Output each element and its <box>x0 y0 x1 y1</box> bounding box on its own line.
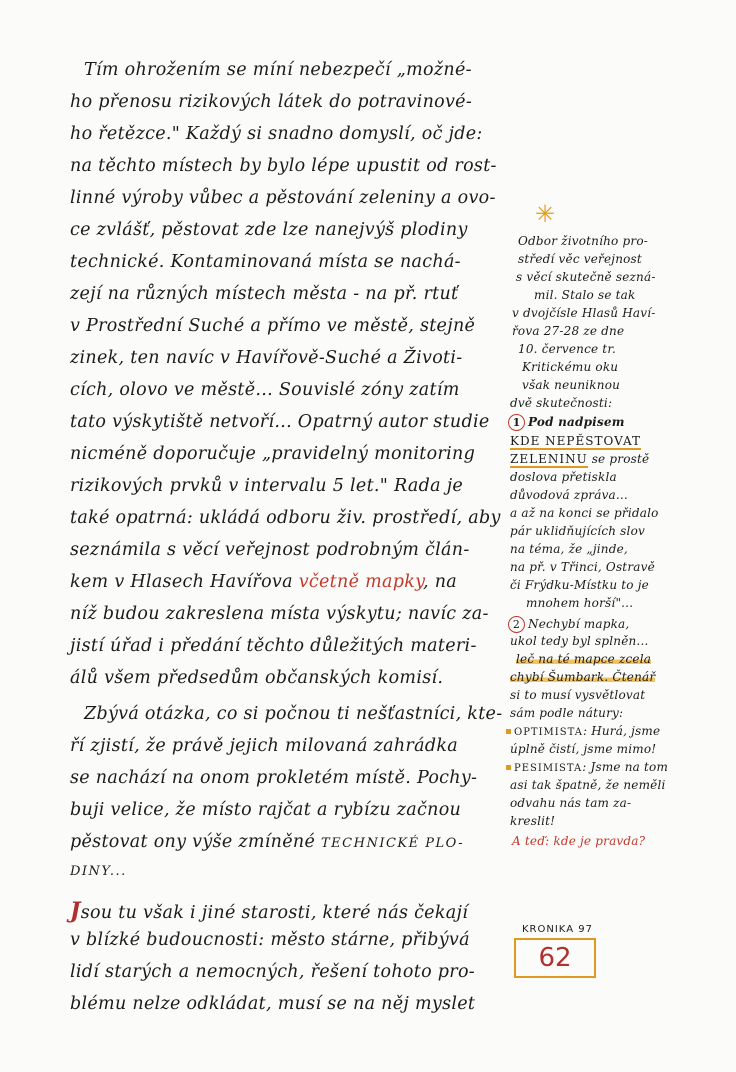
side-line: mnohem horší"... <box>526 596 634 610</box>
main-line: v blízké budoucnosti: město stárne, přibývá <box>70 930 470 950</box>
side-line: kreslit! <box>510 814 556 828</box>
side-line <box>508 616 629 633</box>
side-line-question: A teď: kde je pravda? <box>512 834 646 848</box>
highlight-sumbark-missing: chybí Šumbark. Čtenář <box>510 670 656 684</box>
main-line: nicméně doporučuje „pravidelný monitoring <box>70 444 476 464</box>
side-line: řova 27-28 ze dne <box>512 324 625 338</box>
side-line-part: se prostě <box>591 452 650 466</box>
main-line-part: pěstovat ony výše zmíněné <box>70 832 316 852</box>
side-line: či Frýdku-Místku to je <box>510 578 649 592</box>
side-line: doslova přetiskla <box>510 470 617 484</box>
side-line: mil. Stalo se tak <box>534 288 636 302</box>
side-line: pár uklidňujících slov <box>510 524 645 538</box>
side-line-part: Pod nadpisem <box>528 415 625 429</box>
main-line: cích, olovo ve městě... Souvislé zóny zatím <box>70 380 460 400</box>
technical-crops-caps: TECHNICKÉ PLO- <box>321 836 465 851</box>
main-line <box>70 572 457 592</box>
main-line: zejí na různých místech města - na př. rtuť <box>70 284 459 304</box>
optimist-label: OPTIMISTA <box>514 727 583 738</box>
side-line: úplně čistí, jsme mimo! <box>510 742 657 756</box>
orange-bullet-icon <box>506 765 511 770</box>
side-line-part: : Jsme na tom <box>582 760 669 774</box>
main-line: na těchto místech by bylo lépe upustit od rost- <box>70 156 497 176</box>
page-number: 62 <box>514 938 596 978</box>
main-line: DINY... <box>70 864 127 879</box>
side-line: s věcí skutečně sezná- <box>516 270 656 284</box>
side-line: Kritickému oku <box>522 360 619 374</box>
side-line: dvě skutečnosti: <box>510 396 613 410</box>
headline-where-not-to-grow: KDE NEPĚSTOVAT <box>510 434 641 448</box>
side-line <box>510 452 649 466</box>
main-line-part: sou tu však i jiné starosti, které nás čekají <box>80 903 469 923</box>
main-line: ří zjistí, že právě jejich milovaná zahrádka <box>70 736 458 756</box>
main-line: blému nelze odkládat, musí se na něj myslet <box>70 994 476 1014</box>
main-line: také opatrná: ukládá odboru živ. prostředí, aby <box>70 508 501 528</box>
side-line: však neuniknou <box>522 378 621 392</box>
main-line <box>70 898 468 924</box>
main-line: lidí starých a nemocných, řešení tohoto pro- <box>70 962 476 982</box>
side-line: na téma, že „jinde, <box>510 542 628 556</box>
pessimist-label: PESIMISTA <box>514 763 583 774</box>
side-line: si to musí vysvětlovat <box>510 688 646 702</box>
main-line: tato výskytiště netvoří... Opatrný autor studie <box>70 412 490 432</box>
side-line: v dvojčísle Hlasů Haví- <box>512 306 656 320</box>
main-line: seznámila s věcí veřejnost podrobným člán- <box>70 540 470 560</box>
side-line: důvodová zpráva... <box>510 488 628 502</box>
side-line-part: Nechybí mapka, <box>528 617 630 631</box>
main-line: zinek, ten navíc v Havířově-Suché a Životi- <box>70 348 463 368</box>
main-line: ce zvlášť, pěstovat zde lze nanejvýš plodiny <box>70 220 468 240</box>
main-line: v Prostřední Suché a přímo ve městě, stejně <box>70 316 476 336</box>
chronicle-label: KRONIKA 97 <box>522 924 593 935</box>
main-line: jistí úřad i předání těchto důležitých materi- <box>70 636 477 656</box>
main-line: álů všem předsedům občanských komisí. <box>70 668 444 688</box>
headline-vegetables: ZELENINU <box>510 452 588 466</box>
main-line: se nachází na onom prokletém místě. Pochy- <box>70 768 478 788</box>
highlight-with-map: včetně mapky <box>298 572 423 592</box>
side-line <box>506 724 660 738</box>
side-line: sám podle nátury: <box>510 706 624 720</box>
main-line: ho přenosu rizikových látek do potravinové- <box>70 92 473 112</box>
side-line: odvahu nás tam za- <box>510 796 632 810</box>
side-line: středí věc veřejnost <box>518 252 642 266</box>
number-two-circle-icon: 2 <box>508 616 525 633</box>
main-line <box>70 832 464 852</box>
side-line: Odbor životního pro- <box>518 234 648 248</box>
side-line <box>510 434 641 448</box>
main-line: Tím ohrožením se míní nebezpečí „možné- <box>84 60 472 80</box>
main-line: rizikových prvků v intervalu 5 let." Rada je <box>70 476 464 496</box>
main-line: Zbývá otázka, co si počnou ti nešťastníci, kte- <box>84 704 503 724</box>
side-line: asi tak špatně, že neměli <box>510 778 666 792</box>
main-line: technické. Kontaminovaná místa se nachá- <box>70 252 461 272</box>
side-line: a až na konci se přidalo <box>510 506 659 520</box>
drop-cap: J <box>70 898 81 924</box>
side-line-part: : Hurá, jsme <box>582 724 661 738</box>
side-line: ukol tedy byl splněn... <box>510 634 649 648</box>
side-line <box>508 414 625 431</box>
main-line-part: , na <box>422 572 458 592</box>
orange-bullet-icon <box>506 729 511 734</box>
side-line <box>516 652 651 666</box>
side-line: 10. července tr. <box>518 342 616 356</box>
side-line <box>506 760 668 774</box>
number-one-circle-icon: 1 <box>508 414 525 431</box>
main-line: linné výroby vůbec a pěstování zeleniny a ovo- <box>70 188 496 208</box>
side-line <box>510 670 655 684</box>
main-line-part: kem v Hlasech Havířova <box>70 572 293 592</box>
star-icon: ✳ <box>535 200 556 228</box>
main-line: ho řetězce." Každý si snadno domyslí, oč jde: <box>70 124 483 144</box>
main-line: níž budou zakreslena místa výskytu; navíc za- <box>70 604 489 624</box>
highlight-map-missing: leč na té mapce zcela <box>516 652 652 666</box>
main-line: buji velice, že místo rajčat a rybízu začnou <box>70 800 462 820</box>
side-line: na př. v Třinci, Ostravě <box>510 560 655 574</box>
